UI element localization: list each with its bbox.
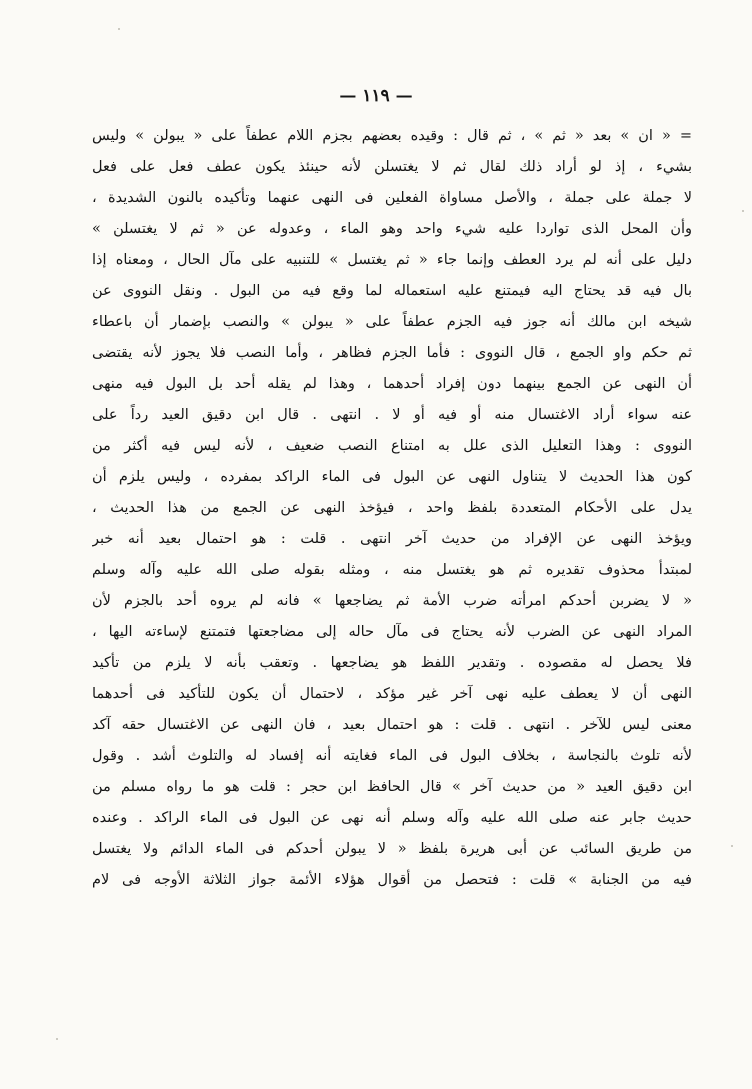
text-line: بشيء ، إذ لو أراد ذلك لقال ثم لا يغتسلن لأنه حينئذ يكون عطف فعل على فعل (92, 159, 692, 175)
text-line: بال فيه قد يحتاج اليه فيمتنع عليه استعماله لما وقع فيه من البول . ونقل النووى عن (92, 283, 692, 299)
text-line: لا جملة على جملة ، والأصل مساواة الفعلين فى النهى عنهما وتأكيده بالنون الشديدة ، (92, 190, 692, 206)
text-line: = « ان » بعد « ثم » ، ثم قال : وقيده بعضهم بجزم اللام عطفاً على « يبولن » وليس (92, 128, 692, 144)
text-line: النهى أن لا يعطف عليه نهى آخر غير مؤكد ، لاحتمال أن يكون للتأكيد فى أحدهما (92, 686, 692, 702)
text-line: دليل على أنه لم يرد العطف وإنما جاء « ثم يغتسل » للتنبيه على مآل الحال ، ومعناه إذا (92, 252, 692, 268)
text-line: النووى : وهذا التعليل الذى علل به امتناع النصب ضعيف ، لأنه ليس فيه أكثر من (92, 438, 692, 454)
paper-speck (56, 1038, 58, 1040)
text-line: لمبتدأ محذوف تقديره ثم هو يغتسل منه ، ومثله بقوله صلى الله عليه وآله وسلم (92, 562, 692, 578)
paper-speck (742, 210, 744, 212)
paper-speck (118, 28, 120, 30)
text-line: لأنه تلوث بالنجاسة ، بخلاف البول فى الماء فغايته أنه إفساد له والتلوث أشد . وقول (92, 748, 692, 764)
text-line: ثم حكم واو الجمع ، قال النووى : فأما الجزم فظاهر ، وأما النصب فلا يجوز لأنه يقتضى (92, 345, 692, 361)
text-line: فلا يحصل له مقصوده . وتقدير اللفظ هو يضاجعها . وتعقب بأنه لا يلزم من تأكيد (92, 655, 692, 671)
paper-speck (731, 845, 733, 847)
text-line: حديث جابر عنه صلى الله عليه وآله وسلم أنه نهى عن البول فى الماء الراكد . وعنده (92, 810, 692, 826)
text-line: من طريق السائب عن أبى هريرة بلفظ « لا يبولن أحدكم فى الماء الدائم ولا يغتسل (92, 841, 692, 857)
text-line: أن النهى عن الجمع بينهما دون إفراد أحدهما ، وهذا لم يقله أحد بل البول فيه منهى (92, 376, 692, 392)
text-line: ابن دقيق العيد « من حديث آخر » قال الحافظ ابن حجر : قلت هو ما رواه مسلم من (92, 779, 692, 795)
text-line: فيه من الجنابة » قلت : فتحصل من أقوال هؤلاء الأئمة جواز الثلاثة الأوجه فى لام (92, 872, 692, 888)
text-line: ويؤخذ النهى عن الإفراد من حديث آخر انتهى . قلت : هو احتمال بعيد أنه خبر (92, 531, 692, 547)
text-line: المراد النهى عن الضرب لأنه يحتاج فى مآل حاله إلى مضاجعتها فتمتنع لإساءته اليها ، (92, 624, 692, 640)
text-line: وأن المحل الذى تواردا عليه شيء واحد وهو الماء ، وعدوله عن « ثم لا يغتسلن » (92, 221, 692, 237)
page-number: — ١١٩ — (339, 86, 413, 106)
body-text (92, 121, 692, 896)
text-line: عنه سواء أراد الاغتسال منه أو فيه أو لا . انتهى . قال ابن دقيق العيد رداً على (92, 407, 692, 423)
text-line: يدل على الأحكام المتعددة بلفظ واحد ، فيؤخذ النهى عن الجمع من هذا الحديث ، (92, 500, 692, 516)
text-line: شيخه ابن مالك أنه جوز فيه الجزم عطفاً على « يبولن » والنصب بإضمار أن باعطاء (92, 314, 692, 330)
text-line: كون هذا الحديث لا يتناول النهى عن البول فى الماء الراكد بمفرده ، وليس يلزم أن (92, 469, 692, 485)
text-line: « لا يضربن أحدكم امرأته ضرب الأمة ثم يضاجعها » فانه لم يروه أحد بالجزم لأن (92, 593, 692, 609)
text-line: معنى ليس للآخر . انتهى . قلت : هو احتمال بعيد ، فان النهى عن الاغتسال حقه آكد (92, 717, 692, 733)
